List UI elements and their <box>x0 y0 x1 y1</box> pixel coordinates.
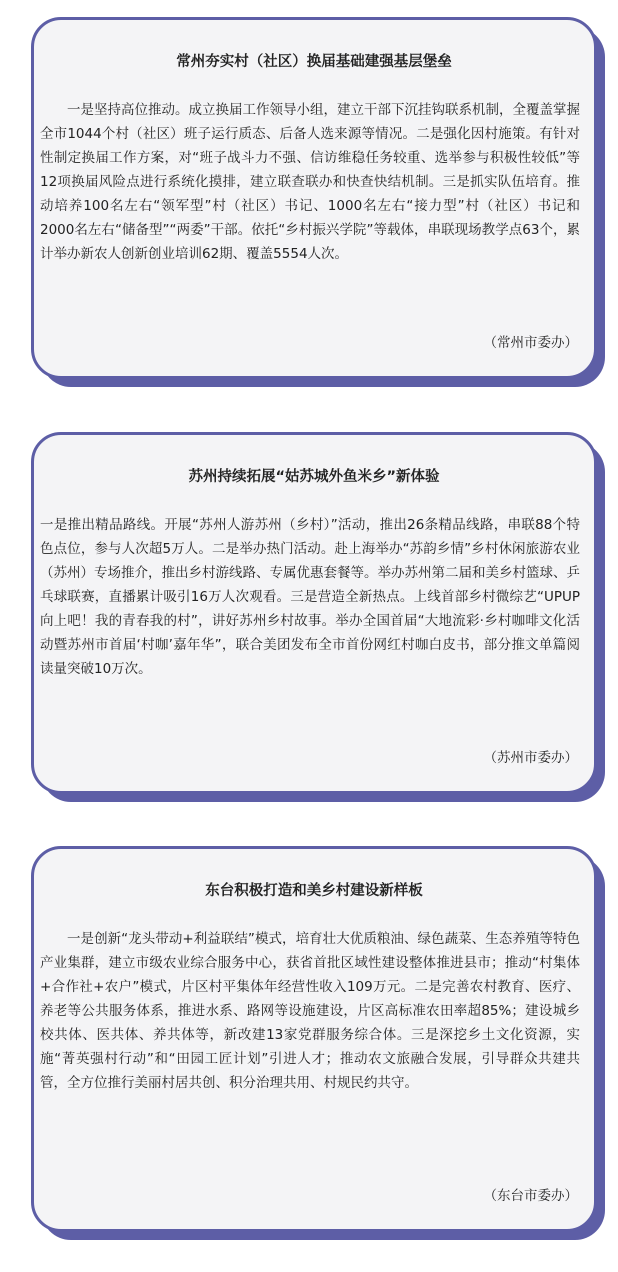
card-panel <box>31 17 597 379</box>
card-panel <box>31 432 597 794</box>
article-source: （常州市委办） <box>483 335 578 351</box>
article-body: 一是推出精品路线。开展“苏州人游苏州（乡村）”活动，推出26条精品线路，串联88个特色点位，参与人次超5万人。二是举办热门活动。赴上海举办“苏韵乡情”乡村休闲旅游农业（苏州）专场推介，推出乡村游线路、专属优惠套餐等。举办苏州第二届和美乡村篮球、乒乓球联赛，直播累计吸引16万人次观看。三是营造全新热点。上线首部乡村微综艺“UPUP向上吧！我的青春我的村”，讲好苏州乡村故事。举办全国首届“大地流彩·乡村咖啡文化活动暨苏州市首届‘村咖’嘉年华”，联合美团发布全市首份网红村咖白皮书，部分推文单篇阅读量突破10万次。 <box>40 517 580 677</box>
article-body: 一是坚持高位推动。成立换届工作领导小组，建立干部下沉挂钩联系机制，全覆盖掌握全市1044个村（社区）班子运行质态、后备人选来源等情况。二是强化因村施策。有针对性制定换届工作方案，对“班子战斗力不强、信访维稳任务较重、选举参与积极性较低”等12项换届风险点进行系统化摸排，建立联查联办和快查快结机制。三是抓实队伍培育。推动培养100名左右“领军型”村（社区）书记、1000名左右“接力型”村（社区）书记和2000名左右“储备型”“两委”干部。依托“乡村振兴学院”等载体，串联现场教学点63个，累计举办新农人创新创业培训62期、覆盖5554人次。 <box>40 102 580 262</box>
article-card-suzhou <box>31 432 597 794</box>
article-title: 苏州持续拓展“姑苏城外鱼米乡”新体验 <box>188 469 440 485</box>
article-card-dongtai <box>31 846 597 1232</box>
article-title: 常州夯实村（社区）换届基础建强基层堡垒 <box>176 54 452 70</box>
card-panel <box>31 846 597 1232</box>
article-source: （东台市委办） <box>483 1188 578 1204</box>
article-body: 一是创新“龙头带动+利益联结”模式，培育壮大优质粮油、绿色蔬菜、生态养殖等特色产业集群，建立市级农业综合服务中心，获省首批区域性建设整体推进县市；推动“村集体+合作社+农户”模式，片区村平集体年经营性收入109万元。二是完善农村教育、医疗、养老等公共服务体系，推进水系、路网等设施建设，片区高标准农田率超85%；建设城乡校共体、医共体、养共体等，新改建13家党群服务综合体。三是深挖乡土文化资源，实施“菁英强村行动”和“田园工匠计划”引进人才；推动农文旅融合发展，引导群众共建共管，全方位推行美丽村居共创、积分治理共用、村规民约共守。 <box>40 931 580 1091</box>
article-card-changzhou <box>31 17 597 379</box>
article-source: （苏州市委办） <box>483 750 578 766</box>
article-title: 东台积极打造和美乡村建设新样板 <box>205 883 423 899</box>
